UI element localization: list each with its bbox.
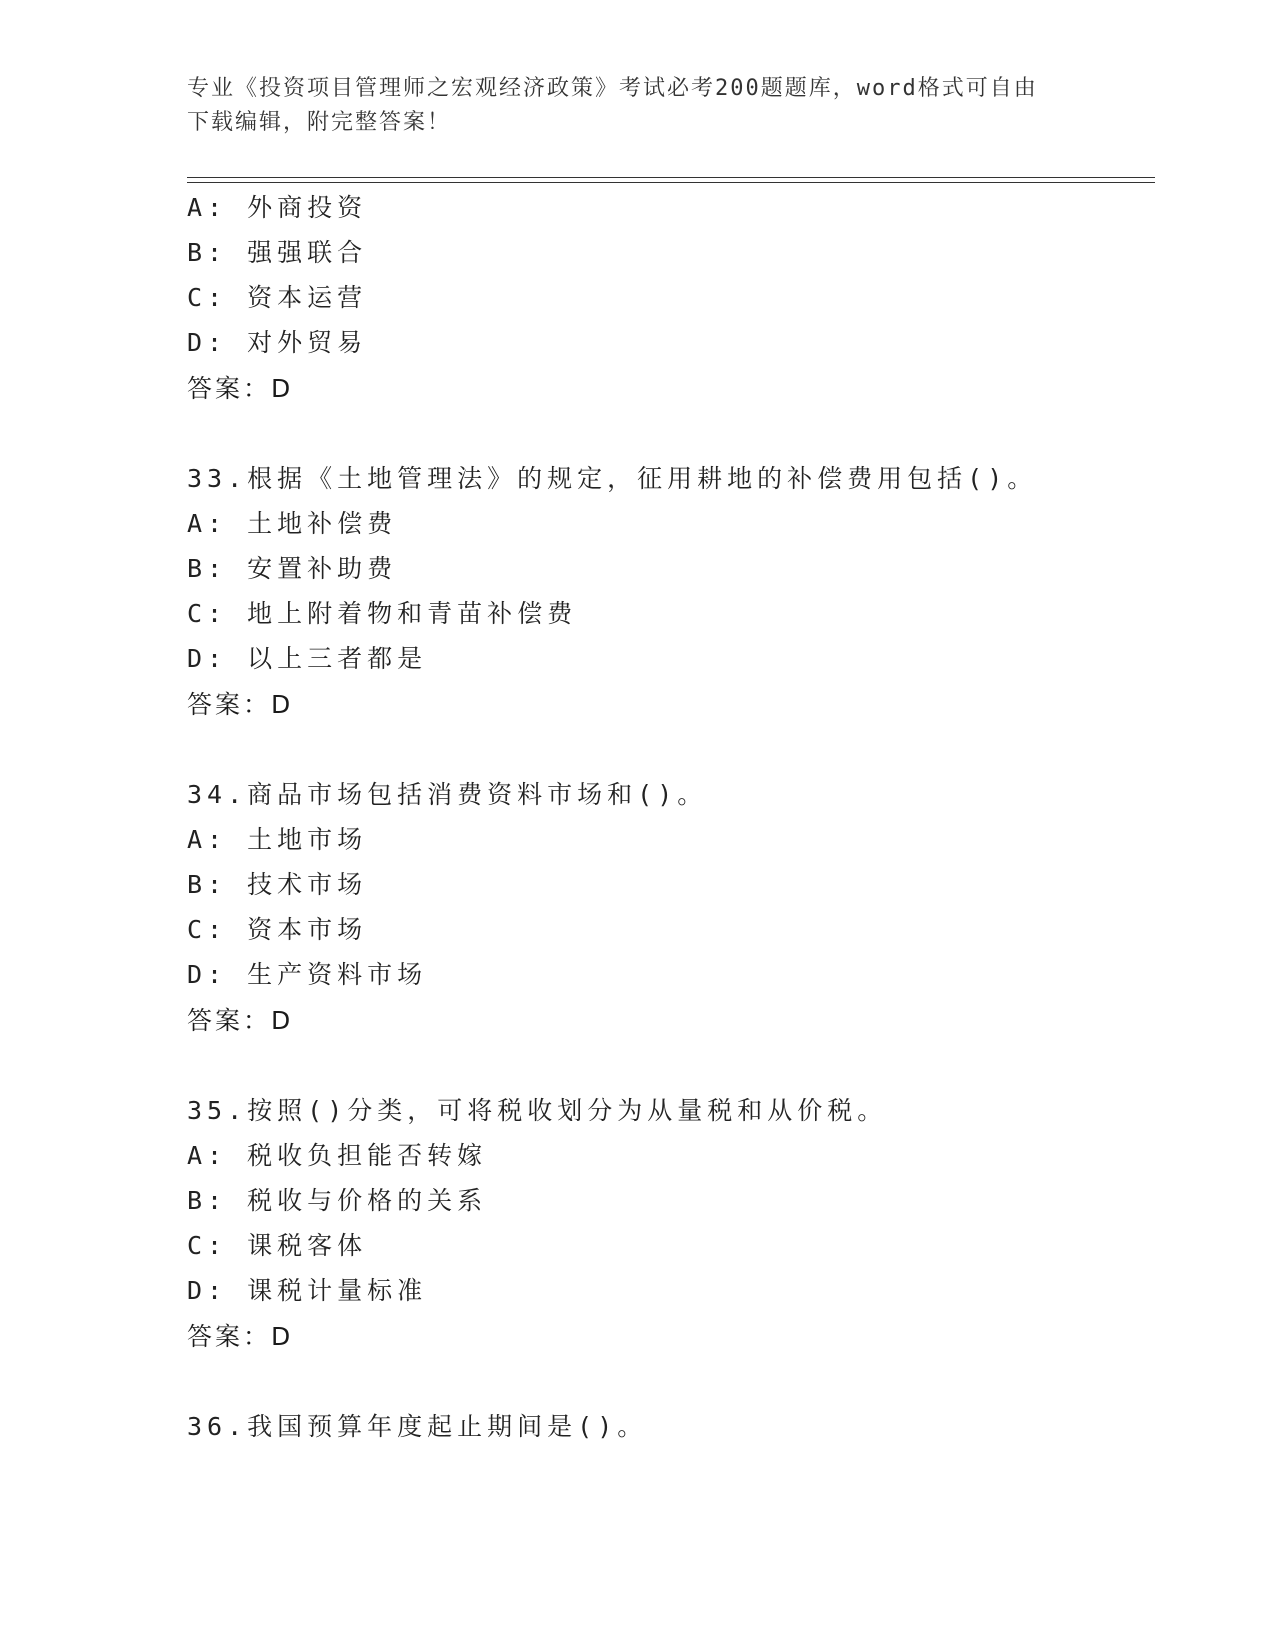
q36-question: 36.我国预算年度起止期间是()。 bbox=[187, 1412, 648, 1441]
q33-answer: 答案：D bbox=[187, 690, 294, 719]
q35-option-a: A: 税收负担能否转嫁 bbox=[187, 1141, 488, 1170]
q32-option-d: D: 对外贸易 bbox=[187, 328, 368, 357]
q34-option-d: D: 生产资料市场 bbox=[187, 960, 428, 989]
q33-option-a: A: 土地补偿费 bbox=[187, 509, 398, 538]
q33-option-b: B: 安置补助费 bbox=[187, 554, 398, 583]
q32-option-a: A: 外商投资 bbox=[187, 193, 368, 222]
q35-option-d: D: 课税计量标准 bbox=[187, 1276, 428, 1305]
header-divider-bottom bbox=[187, 182, 1155, 183]
q34-question: 34.商品市场包括消费资料市场和()。 bbox=[187, 780, 708, 809]
document-header bbox=[187, 72, 1087, 140]
q33-question: 33.根据《土地管理法》的规定，征用耕地的补偿费用包括()。 bbox=[187, 464, 1038, 493]
q34-option-a: A: 土地市场 bbox=[187, 825, 368, 854]
q35-option-c: C: 课税客体 bbox=[187, 1231, 368, 1260]
q32-answer: 答案：D bbox=[187, 374, 294, 403]
q32-option-c: C: 资本运营 bbox=[187, 283, 368, 312]
header-divider-top bbox=[187, 177, 1155, 178]
header-line-2: 下载编辑，附完整答案！ bbox=[187, 110, 452, 135]
q35-answer: 答案：D bbox=[187, 1322, 294, 1351]
q32-option-b: B: 强强联合 bbox=[187, 238, 368, 267]
q34-option-c: C: 资本市场 bbox=[187, 915, 368, 944]
q35-question: 35.按照()分类，可将税收划分为从量税和从价税。 bbox=[187, 1096, 888, 1125]
q35-option-b: B: 税收与价格的关系 bbox=[187, 1186, 488, 1215]
q33-option-c: C: 地上附着物和青苗补偿费 bbox=[187, 599, 578, 628]
q34-answer: 答案：D bbox=[187, 1006, 294, 1035]
header-line-1: 专业《投资项目管理师之宏观经济政策》考试必考200题题库，word格式可自由 bbox=[187, 76, 1038, 101]
q33-option-d: D: 以上三者都是 bbox=[187, 644, 428, 673]
q34-option-b: B: 技术市场 bbox=[187, 870, 368, 899]
